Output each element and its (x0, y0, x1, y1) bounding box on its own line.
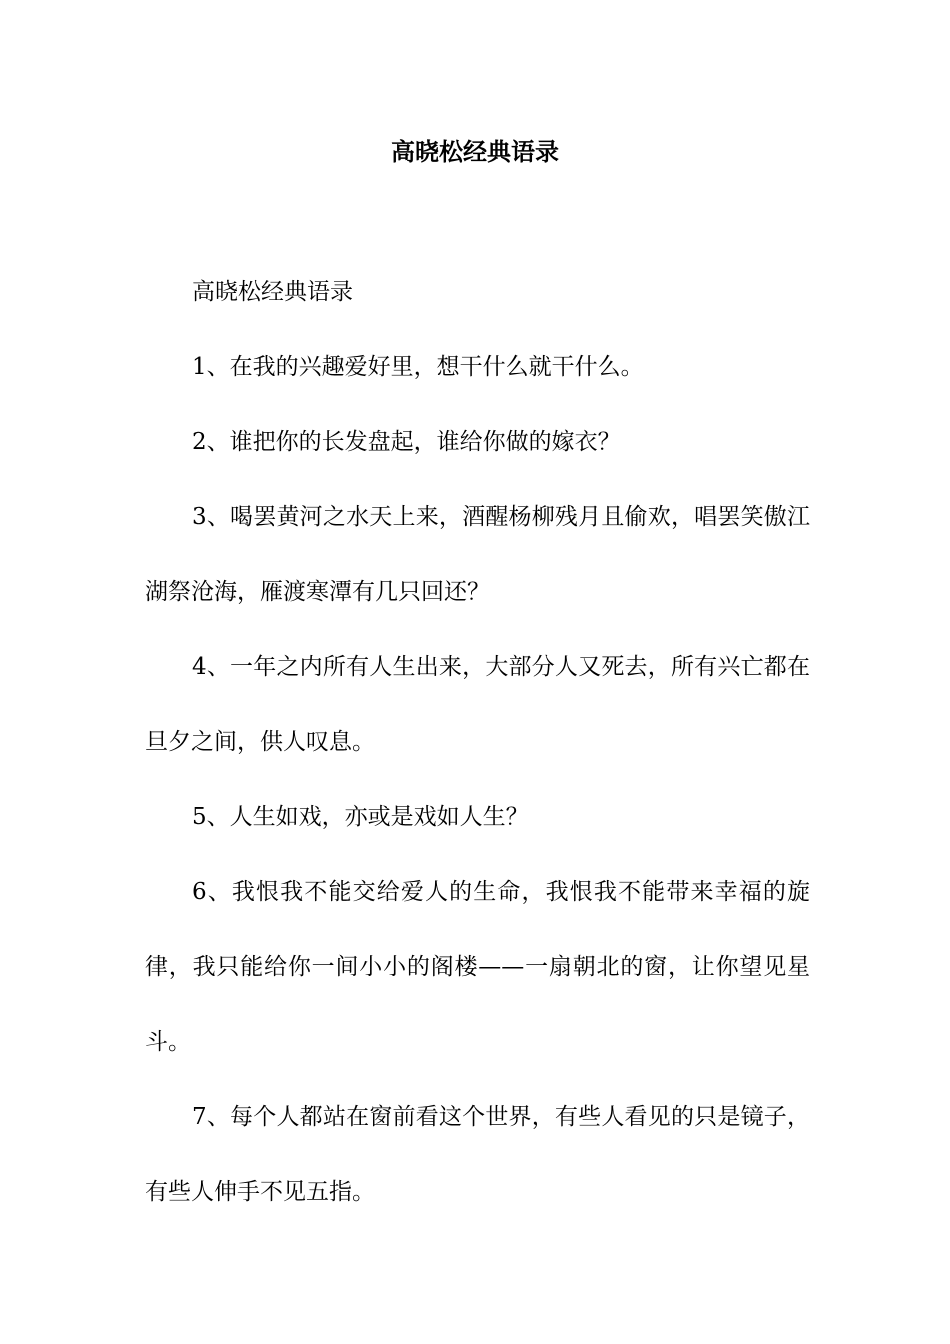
quote-paragraph-7: 7、每个人都站在窗前看这个世界，有些人看见的只是镜子，有些人伸手不见五指。 (145, 1104, 810, 1205)
document-body (145, 255, 810, 1230)
quote-paragraph-3: 3、喝罢黄河之水天上来，酒醒杨柳残月且偷欢，唱罢笑傲江湖祭沧海，雁渡寒潭有几只回还？ (145, 504, 810, 605)
quote-paragraph-5: 5、人生如戏，亦或是戏如人生？ (192, 804, 529, 830)
quote-paragraph-1: 1、在我的兴趣爱好里，想干什么就干什么。 (192, 354, 644, 380)
quote-paragraph-4: 4、一年之内所有人生出来，大部分人又死去，所有兴亡都在旦夕之间，供人叹息。 (145, 654, 810, 755)
body-heading-paragraph: 高晓松经典语录 (192, 279, 353, 305)
quote-paragraph-2: 2、谁把你的长发盘起，谁给你做的嫁衣？ (192, 429, 621, 455)
document-title: 高晓松经典语录 (391, 137, 559, 166)
quote-paragraph-6: 6、我恨我不能交给爱人的生命，我恨我不能带来幸福的旋律，我只能给你一间小小的阁楼——一扇朝北的窗，让你望见星斗。 (145, 879, 810, 1055)
